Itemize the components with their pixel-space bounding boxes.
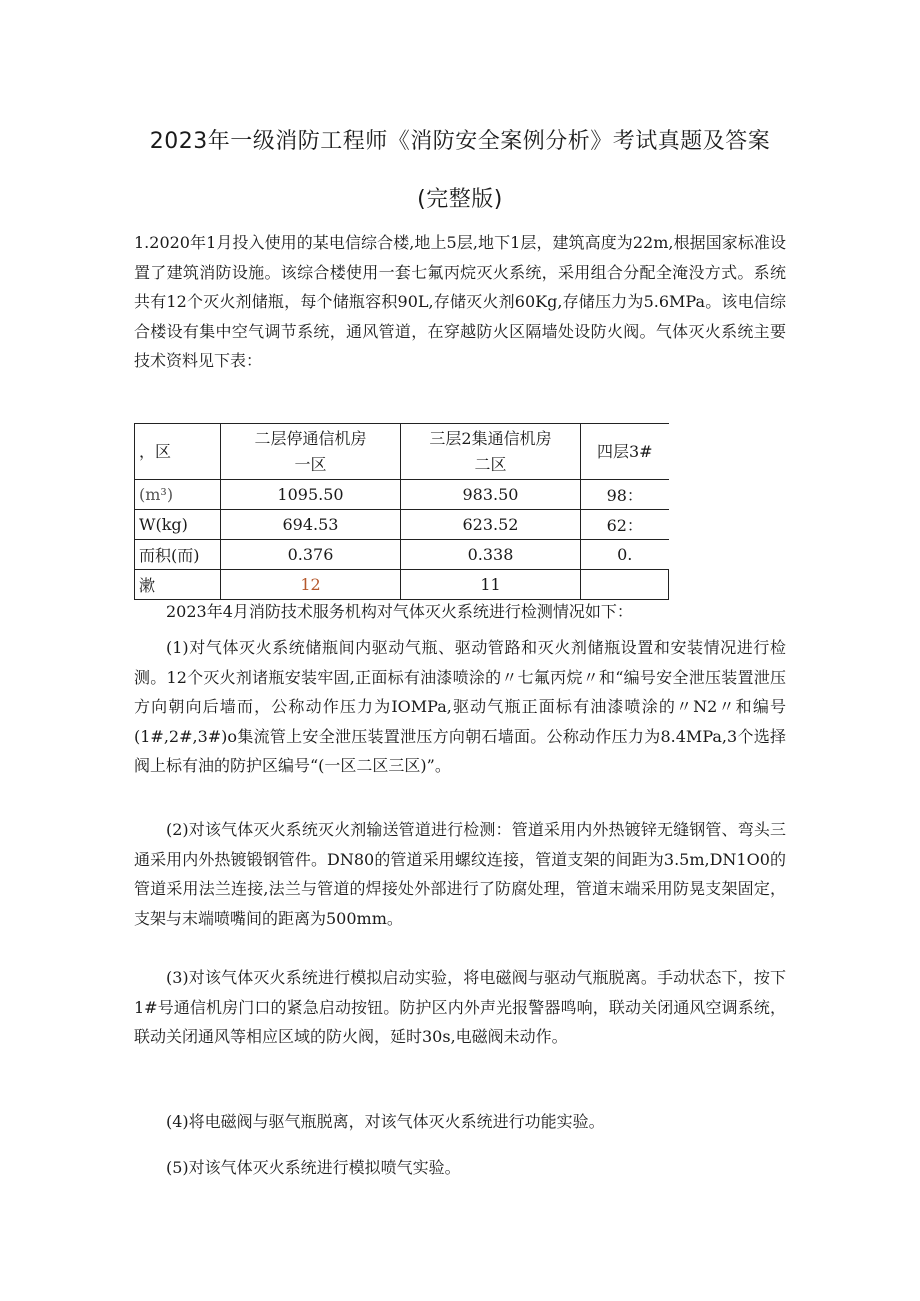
inspection-item-2: (2)对该气体灭火系统灭火剂输送管道进行检测：管道采用内外热镀锌无缝钢管、弯头三通采用内外热镀锻钢管件。DN80的管道采用螺纹连接，管道支架的间距为3.5m,DN1O0的管道采用法兰连接,法兰与管道的焊接处外部进行了防腐处理，管道末端采用防晃支架固定，支架与末端喷嘴间的距离为500mm。 xyxy=(134,820,786,928)
table-cell: 62： xyxy=(581,510,669,540)
table-cell: W(kg) xyxy=(135,510,221,540)
table-header-cell: 三层2集通信机房 二区 xyxy=(401,424,581,480)
table-header-row xyxy=(135,424,669,480)
table-cell: 694.53 xyxy=(221,510,401,540)
table-header-cell: 二层停通信机房 一区 xyxy=(221,424,401,480)
inspection-intro-paragraph: 2023年4月消防技术服务机构对气体灭火系统进行检测情况如下： xyxy=(166,602,633,621)
table-cell: 0.376 xyxy=(221,540,401,570)
document-subtitle: (完整版) xyxy=(417,187,503,212)
table-cell: 12 xyxy=(221,570,401,600)
table-cell: 623.52 xyxy=(401,510,581,540)
table-row xyxy=(135,570,669,600)
table-cell: 11 xyxy=(401,570,581,600)
table-row xyxy=(135,480,669,510)
table-cell xyxy=(581,570,669,600)
table-cell: 98： xyxy=(581,480,669,510)
table-cell: 983.50 xyxy=(401,480,581,510)
table-header-cell: 四层3# xyxy=(581,424,669,480)
inspection-item-3: (3)对该气体灭火系统进行模拟启动实验，将电磁阀与驱动气瓶脱离。手动状态下，按下1#号通信机房门口的紧急启动按钮。防护区内外声光报警器鸣响，联动关闭通风空调系统，联动关闭通风等相应区域的防火阀，延时30s,电磁阀未动作。 xyxy=(134,968,786,1046)
technical-data-table xyxy=(134,423,669,600)
inspection-item-4: (4)将电磁阀与驱气瓶脱离，对该气体灭火系统进行功能实验。 xyxy=(166,1112,605,1131)
table-cell: 0. xyxy=(581,540,669,570)
table-cell: 漱 xyxy=(135,570,221,600)
table-row xyxy=(135,540,669,570)
table-cell: 而积(而) xyxy=(135,540,221,570)
table-cell: (m³) xyxy=(135,480,221,510)
table-cell: 0.338 xyxy=(401,540,581,570)
table-header-cell: ，区 xyxy=(135,424,221,480)
inspection-item-5: (5)对该气体灭火系统进行模拟喷气实验。 xyxy=(166,1158,461,1177)
table-row xyxy=(135,510,669,540)
table-cell: 1095.50 xyxy=(221,480,401,510)
question-intro-paragraph: 1.2020年1月投入使用的某电信综合楼,地上5层,地下1层，建筑高度为22m,根据国家标准设置了建筑消防设施。该综合楼使用一套七氟丙烷灭火系统，采用组合分配全淹没方式。系统共有12个灭火剂储瓶，每个储瓶容积90L,存储灭火剂60Kg,存储压力为5.6MPa。该电信综合楼设有集中空气调节系统，通风管道，在穿越防火区隔墙处设防火阀。气体灭火系统主要技术资料见下表： xyxy=(134,233,786,370)
document-title: 2023年一级消防工程师《消防安全案例分析》考试真题及答案 xyxy=(149,129,771,154)
inspection-item-1: (1)对气体灭火系统储瓶间内驱动气瓶、驱动管路和灭火剂储瓶设置和安装情况进行检测。12个灭火剂诸瓶安装牢固,正面标有油漆喷涂的〃七氟丙烷〃和“编号安全泄压装置泄压方向朝向后墙而，公称动作压力为IOMPa,驱动气瓶正面标有油漆喷涂的〃N2〃和编号(1#,2#,3#)o集流管上安全泄压装置泄压方向朝石墙面。公称动作压力为8.4MPa,3个选择阀上标有油的防护区编号“(一区二区三区)”。 xyxy=(134,638,786,775)
